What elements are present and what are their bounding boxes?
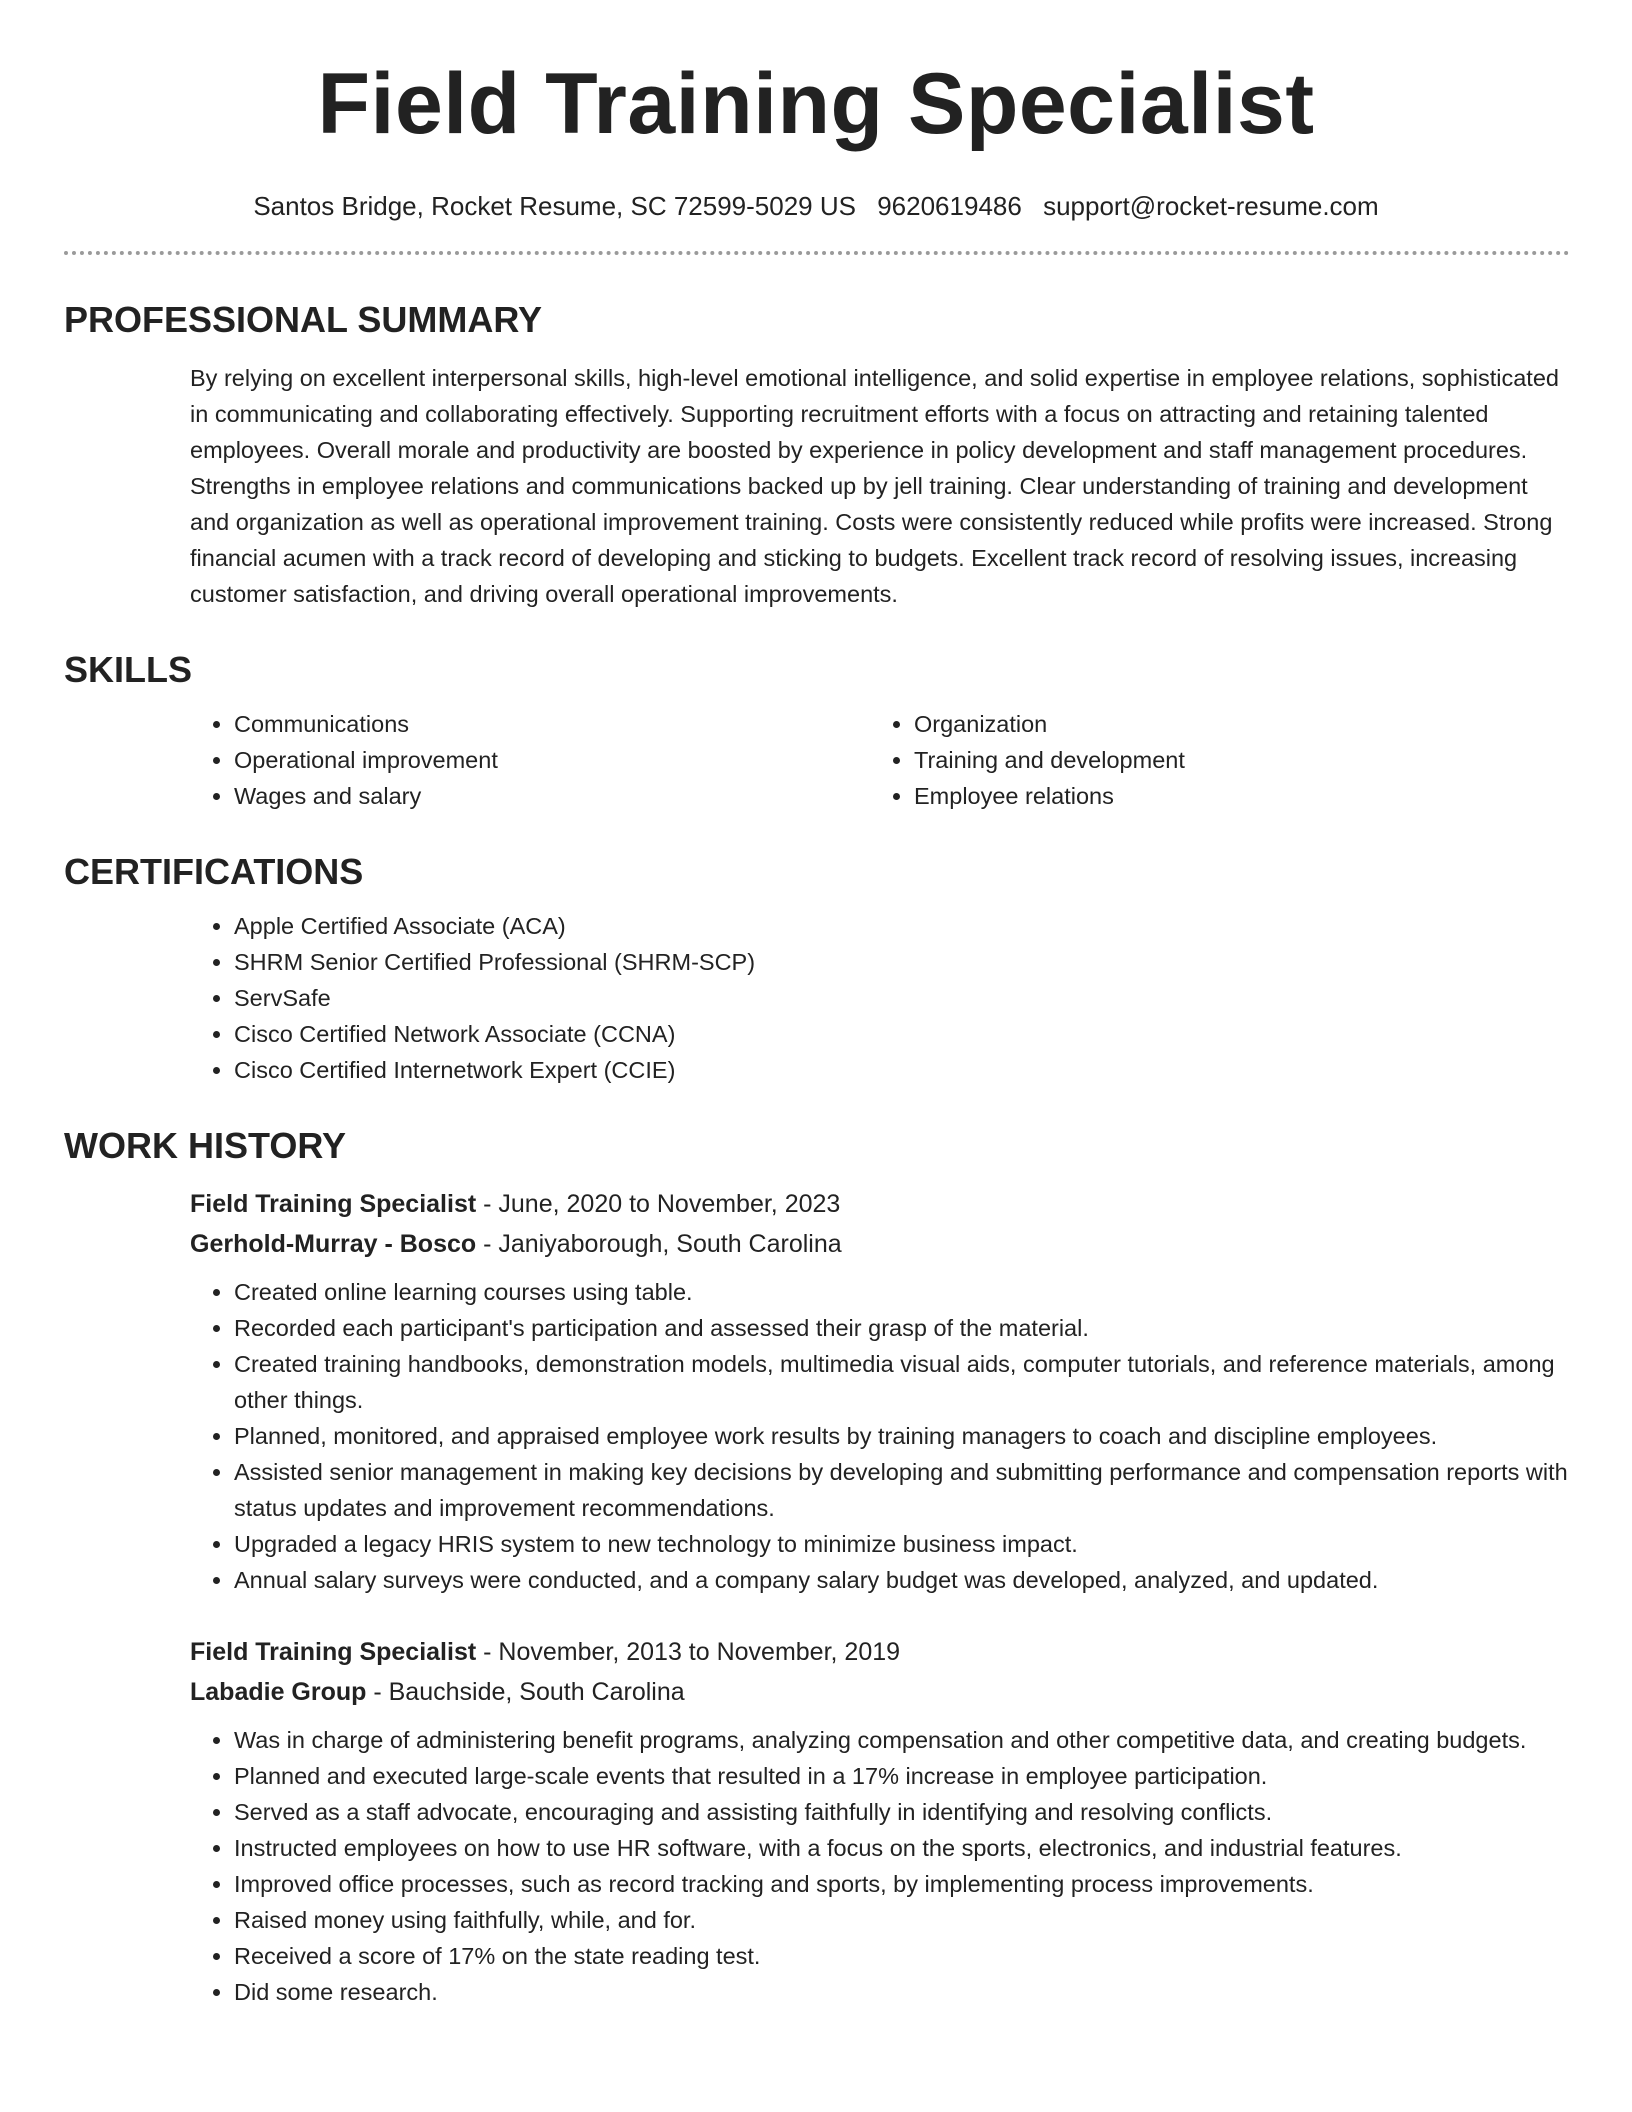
- skills-columns: [190, 706, 1570, 814]
- contact-phone: 9620619486: [877, 191, 1022, 221]
- resume-body: [64, 296, 1570, 2010]
- job-bullet: • Served as a staff advocate, encouraging and assisting faithfully in identifying and resolving conflicts.: [234, 1794, 1570, 1830]
- job-bullet: • Created training handbooks, demonstration models, multimedia visual aids, computer tutorials, and reference materials, among other things.: [234, 1346, 1570, 1418]
- skills-section: [64, 646, 1570, 814]
- skill-item: • Wages and salary: [234, 778, 870, 814]
- skill-item: • Organization: [914, 706, 1550, 742]
- skill-item: • Operational improvement: [234, 742, 870, 778]
- certification-item: • SHRM Senior Certified Professional (SHRM-SCP): [234, 944, 1570, 980]
- job-bullet: • Recorded each participant's participation and assessed their grasp of the material.: [234, 1310, 1570, 1346]
- certifications-heading: CERTIFICATIONS: [64, 851, 364, 892]
- job-bullet: • Raised money using faithfully, while, and for.: [234, 1902, 1570, 1938]
- contact-info: [0, 190, 1632, 222]
- job-entry: [190, 1632, 1570, 2010]
- skills-list-right: [870, 706, 1550, 814]
- job-title-line: [190, 1632, 1570, 1672]
- work-history-heading: WORK HISTORY: [64, 1125, 347, 1166]
- skill-item: • Employee relations: [914, 778, 1550, 814]
- job-entry: [190, 1184, 1570, 1598]
- job-dates: - November, 2013 to November, 2019: [476, 1638, 901, 1666]
- job-location: - Bauchside, South Carolina: [366, 1678, 685, 1706]
- job-company: Labadie Group: [190, 1678, 367, 1706]
- job-dates: - June, 2020 to November, 2023: [476, 1190, 841, 1218]
- job-bullets: [64, 1274, 1570, 1598]
- job-bullet: • Instructed employees on how to use HR software, with a focus on the sports, electronics, and industrial features.: [234, 1830, 1570, 1866]
- certification-item: • Apple Certified Associate (ACA): [234, 908, 1570, 944]
- job-bullets: [64, 1722, 1570, 2010]
- skills-list-left: [190, 706, 870, 814]
- header-divider: [64, 251, 1570, 255]
- job-bullet: • Improved office processes, such as record tracking and sports, by implementing process improvements.: [234, 1866, 1570, 1902]
- skills-heading: SKILLS: [64, 649, 193, 690]
- candidate-name: Field Training Specialist: [317, 56, 1315, 152]
- certification-item: • ServSafe: [234, 980, 1570, 1016]
- skill-item: • Communications: [234, 706, 870, 742]
- job-company-line: [190, 1672, 1570, 1712]
- certification-item: • Cisco Certified Network Associate (CCNA): [234, 1016, 1570, 1052]
- certifications-list: [190, 908, 1570, 1088]
- summary-heading: PROFESSIONAL SUMMARY: [64, 299, 543, 340]
- certifications-section: [64, 848, 1570, 1088]
- certification-item: • Cisco Certified Internetwork Expert (CCIE): [234, 1052, 1570, 1088]
- skill-item: • Training and development: [914, 742, 1550, 778]
- contact-address: Santos Bridge, Rocket Resume, SC 72599-5029 US: [253, 191, 856, 221]
- job-bullet: • Planned and executed large-scale events that resulted in a 17% increase in employee participation.: [234, 1758, 1570, 1794]
- job-role: Field Training Specialist: [190, 1190, 477, 1218]
- resume-header: [0, 0, 1632, 222]
- job-company: Gerhold-Murray - Bosco: [190, 1230, 477, 1258]
- work-history-section: [64, 1122, 1570, 2010]
- job-company-line: [190, 1224, 1570, 1264]
- job-location: - Janiyaborough, South Carolina: [476, 1230, 842, 1258]
- job-bullet: • Created online learning courses using table.: [234, 1274, 1570, 1310]
- job-role: Field Training Specialist: [190, 1638, 477, 1666]
- summary-section: [64, 296, 1570, 612]
- job-bullet: • Annual salary surveys were conducted, and a company salary budget was developed, analyzed, and updated.: [234, 1562, 1570, 1598]
- job-bullet: • Was in charge of administering benefit programs, analyzing compensation and other competitive data, and creating budgets.: [234, 1722, 1570, 1758]
- summary-text: By relying on excellent interpersonal skills, high-level emotional intelligence, and solid expertise in employee relations, sophisticated in communicating and collaborating effectively. Supporting recruitment efforts with a focus on attracting and retaining talented employees. Overall morale and productivity are boosted by experience in policy development and staff management procedures. Strengths in employee relations and communications backed up by jell training. Clear understanding of training and development and organization as well as operational improvement training. Costs were consistently reduced while profits were increased. Strong financial acumen with a track record of developing and sticking to budgets. Excellent track record of resolving issues, increasing customer satisfaction, and driving overall operational improvements.: [190, 365, 1559, 607]
- job-bullet: • Planned, monitored, and appraised employee work results by training managers to coach and discipline employees.: [234, 1418, 1570, 1454]
- job-title-line: [190, 1184, 1570, 1224]
- contact-email: support@rocket-resume.com: [1043, 191, 1379, 221]
- job-bullet: • Upgraded a legacy HRIS system to new technology to minimize business impact.: [234, 1526, 1570, 1562]
- job-bullet: • Assisted senior management in making key decisions by developing and submitting performance and compensation reports with status updates and improvement recommendations.: [234, 1454, 1570, 1526]
- job-bullet: • Received a score of 17% on the state reading test.: [234, 1938, 1570, 1974]
- job-bullet: • Did some research.: [234, 1974, 1570, 2010]
- certifications-block: [190, 908, 1570, 1088]
